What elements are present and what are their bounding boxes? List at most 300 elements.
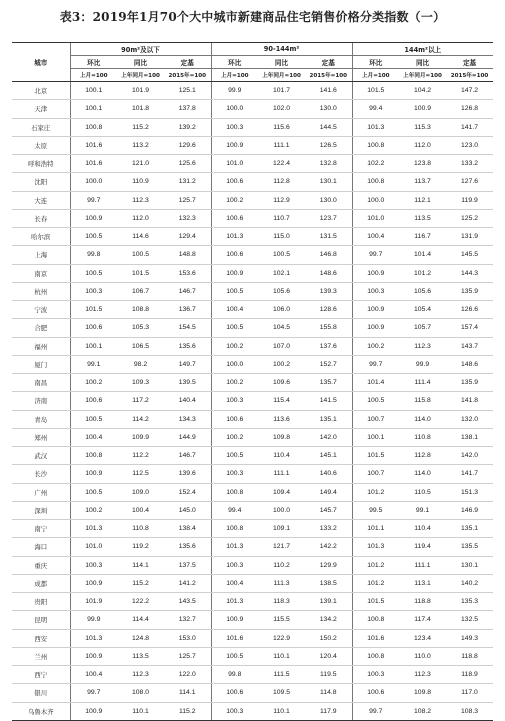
index-value-cell: 100.4 [70, 428, 117, 446]
index-value-cell: 100.9 [352, 264, 399, 282]
city-name-cell: 贵阳 [12, 593, 70, 611]
index-value-cell: 100.3 [352, 282, 399, 300]
index-value-cell: 100.2 [211, 337, 258, 355]
index-value-cell: 100.9 [70, 574, 117, 592]
index-value-cell: 118.9 [446, 666, 493, 684]
index-value-cell: 99.9 [70, 611, 117, 629]
index-value-cell: 100.4 [70, 666, 117, 684]
city-name-cell: 重庆 [12, 556, 70, 574]
table-row [12, 574, 493, 592]
index-value-cell: 152.7 [305, 355, 352, 373]
index-value-cell: 148.8 [164, 246, 211, 264]
index-value-cell: 100.0 [70, 173, 117, 191]
city-name-cell: 西安 [12, 629, 70, 647]
table-row [12, 556, 493, 574]
index-value-cell: 141.7 [446, 465, 493, 483]
index-value-cell: 100.1 [352, 428, 399, 446]
index-value-cell: 138.5 [305, 574, 352, 592]
index-value-cell: 153.6 [164, 264, 211, 282]
index-value-cell: 130.1 [446, 556, 493, 574]
index-value-cell: 100.8 [352, 136, 399, 154]
index-value-cell: 152.4 [164, 483, 211, 501]
index-value-cell: 153.0 [164, 629, 211, 647]
index-value-cell: 109.3 [117, 374, 164, 392]
index-value-cell: 101.2 [352, 483, 399, 501]
index-value-cell: 100.1 [70, 82, 117, 100]
index-value-cell: 122.4 [258, 155, 305, 173]
index-value-cell: 100.9 [211, 611, 258, 629]
table-row [12, 702, 493, 720]
index-value-cell: 113.5 [117, 647, 164, 665]
base-header-cell: 上年同月=100 [117, 69, 164, 82]
index-value-cell: 101.0 [211, 155, 258, 173]
index-value-cell: 100.4 [211, 574, 258, 592]
index-value-cell: 125.1 [164, 82, 211, 100]
index-value-cell: 128.6 [305, 301, 352, 319]
index-value-cell: 137.8 [164, 100, 211, 118]
index-value-cell: 100.8 [352, 647, 399, 665]
index-value-cell: 110.1 [117, 702, 164, 720]
index-value-cell: 121.0 [117, 155, 164, 173]
index-value-cell: 133.2 [446, 155, 493, 173]
table-row [12, 520, 493, 538]
city-name-cell: 长春 [12, 209, 70, 227]
index-value-cell: 100.6 [211, 173, 258, 191]
index-value-cell: 113.7 [399, 173, 446, 191]
index-value-cell: 101.3 [352, 538, 399, 556]
index-value-cell: 100.5 [70, 228, 117, 246]
city-name-cell: 厦门 [12, 355, 70, 373]
table-row [12, 647, 493, 665]
index-value-cell: 135.9 [446, 282, 493, 300]
city-column-header: 城市 [12, 43, 70, 82]
index-value-cell: 114.6 [117, 228, 164, 246]
index-value-cell: 100.2 [211, 374, 258, 392]
index-value-cell: 101.3 [70, 629, 117, 647]
index-value-cell: 141.5 [305, 392, 352, 410]
index-value-cell: 110.8 [399, 428, 446, 446]
index-value-cell: 117.0 [446, 684, 493, 702]
index-value-cell: 115.5 [258, 611, 305, 629]
index-value-cell: 132.7 [164, 611, 211, 629]
index-value-cell: 100.7 [352, 410, 399, 428]
index-value-cell: 99.7 [70, 684, 117, 702]
index-value-cell: 111.1 [399, 556, 446, 574]
index-value-cell: 114.0 [399, 465, 446, 483]
index-value-cell: 133.2 [305, 520, 352, 538]
index-value-cell: 101.2 [399, 264, 446, 282]
table-row [12, 136, 493, 154]
index-value-cell: 100.2 [70, 501, 117, 519]
index-value-cell: 99.5 [352, 501, 399, 519]
index-value-cell: 99.4 [211, 501, 258, 519]
index-value-cell: 108.3 [446, 702, 493, 720]
index-value-cell: 130.1 [305, 173, 352, 191]
table-row [12, 666, 493, 684]
index-value-cell: 117.2 [117, 392, 164, 410]
index-value-cell: 115.8 [399, 392, 446, 410]
index-value-cell: 105.6 [258, 282, 305, 300]
base-header-cell: 上月=100 [211, 69, 258, 82]
index-value-cell: 132.5 [446, 611, 493, 629]
index-value-cell: 123.8 [399, 155, 446, 173]
index-value-cell: 101.0 [70, 538, 117, 556]
index-value-cell: 111.5 [258, 666, 305, 684]
index-value-cell: 122.9 [258, 629, 305, 647]
index-value-cell: 114.4 [117, 611, 164, 629]
index-value-cell: 121.7 [258, 538, 305, 556]
index-value-cell: 140.2 [446, 574, 493, 592]
index-value-cell: 100.9 [70, 465, 117, 483]
index-value-cell: 106.5 [117, 337, 164, 355]
index-value-cell: 129.6 [164, 136, 211, 154]
index-value-cell: 114.0 [399, 410, 446, 428]
city-name-cell: 上海 [12, 246, 70, 264]
base-header-cell: 上年同月=100 [399, 69, 446, 82]
index-value-cell: 99.7 [70, 191, 117, 209]
index-value-cell: 101.5 [352, 593, 399, 611]
group-header-medium: 90-144m² [211, 43, 352, 56]
index-value-cell: 112.8 [399, 447, 446, 465]
index-value-cell: 122.0 [164, 666, 211, 684]
index-value-cell: 148.6 [305, 264, 352, 282]
index-value-cell: 117.9 [305, 702, 352, 720]
index-value-cell: 132.0 [446, 410, 493, 428]
index-value-cell: 115.4 [258, 392, 305, 410]
base-header-cell: 上月=100 [70, 69, 117, 82]
index-value-cell: 157.4 [446, 319, 493, 337]
index-value-cell: 109.0 [117, 483, 164, 501]
index-value-cell: 134.3 [164, 410, 211, 428]
index-value-cell: 100.3 [211, 392, 258, 410]
index-value-cell: 101.6 [70, 136, 117, 154]
index-value-cell: 139.1 [305, 593, 352, 611]
table-row [12, 684, 493, 702]
table-row [12, 611, 493, 629]
index-value-cell: 99.1 [399, 501, 446, 519]
index-value-cell: 104.5 [258, 319, 305, 337]
index-value-cell: 110.9 [117, 173, 164, 191]
index-value-cell: 100.4 [117, 501, 164, 519]
index-value-cell: 112.9 [258, 191, 305, 209]
index-value-cell: 155.8 [305, 319, 352, 337]
group-header-large: 144m²以上 [352, 43, 493, 56]
index-value-cell: 100.6 [70, 392, 117, 410]
city-name-cell: 哈尔滨 [12, 228, 70, 246]
index-value-cell: 102.1 [258, 264, 305, 282]
city-name-cell: 昆明 [12, 611, 70, 629]
index-value-cell: 139.2 [164, 118, 211, 136]
index-value-cell: 100.6 [70, 319, 117, 337]
index-value-cell: 149.7 [164, 355, 211, 373]
index-value-cell: 100.2 [70, 374, 117, 392]
index-value-cell: 119.5 [305, 666, 352, 684]
index-value-cell: 101.6 [70, 155, 117, 173]
index-value-cell: 101.0 [352, 209, 399, 227]
sub-header-cell: 定基 [164, 56, 211, 69]
index-value-cell: 131.2 [164, 173, 211, 191]
sub-header-cell: 定基 [305, 56, 352, 69]
index-value-cell: 137.5 [164, 556, 211, 574]
index-value-cell: 100.3 [211, 465, 258, 483]
index-value-cell: 111.3 [258, 574, 305, 592]
index-value-cell: 112.0 [117, 209, 164, 227]
index-value-cell: 112.3 [399, 337, 446, 355]
base-header-cell: 上月=100 [352, 69, 399, 82]
index-value-cell: 99.7 [352, 246, 399, 264]
index-value-cell: 154.5 [164, 319, 211, 337]
table-row [12, 410, 493, 428]
index-value-cell: 110.8 [117, 520, 164, 538]
table-row [12, 447, 493, 465]
index-value-cell: 99.4 [352, 100, 399, 118]
index-value-cell: 100.8 [211, 520, 258, 538]
index-value-cell: 100.8 [70, 447, 117, 465]
city-name-cell: 天津 [12, 100, 70, 118]
base-header-cell: 上年同月=100 [258, 69, 305, 82]
index-value-cell: 100.9 [211, 136, 258, 154]
index-value-cell: 137.6 [305, 337, 352, 355]
table-row [12, 392, 493, 410]
index-value-cell: 101.4 [399, 246, 446, 264]
index-value-cell: 111.1 [258, 136, 305, 154]
index-value-cell: 101.3 [211, 228, 258, 246]
index-value-cell: 118.8 [446, 647, 493, 665]
index-value-cell: 141.7 [446, 118, 493, 136]
city-name-cell: 海口 [12, 538, 70, 556]
index-value-cell: 112.3 [399, 666, 446, 684]
index-value-cell: 120.4 [305, 647, 352, 665]
index-value-cell: 129.4 [164, 228, 211, 246]
index-value-cell: 110.0 [399, 647, 446, 665]
index-value-cell: 135.6 [164, 337, 211, 355]
index-value-cell: 146.8 [305, 246, 352, 264]
city-name-cell: 呼和浩特 [12, 155, 70, 173]
index-value-cell: 100.2 [258, 355, 305, 373]
table-row [12, 538, 493, 556]
city-name-cell: 北京 [12, 82, 70, 100]
index-value-cell: 101.3 [352, 118, 399, 136]
index-value-cell: 100.8 [352, 173, 399, 191]
index-value-cell: 101.2 [352, 556, 399, 574]
index-value-cell: 101.6 [352, 629, 399, 647]
index-value-cell: 99.8 [211, 666, 258, 684]
index-value-cell: 123.7 [305, 209, 352, 227]
index-value-cell: 99.1 [70, 355, 117, 373]
index-value-cell: 101.8 [117, 100, 164, 118]
index-value-cell: 145.5 [446, 246, 493, 264]
index-value-cell: 118.3 [258, 593, 305, 611]
sub-header-cell: 定基 [446, 56, 493, 69]
index-value-cell: 109.8 [258, 428, 305, 446]
index-value-cell: 135.3 [446, 593, 493, 611]
index-value-cell: 100.9 [352, 301, 399, 319]
index-value-cell: 131.5 [305, 228, 352, 246]
index-value-cell: 99.7 [352, 355, 399, 373]
index-value-cell: 149.4 [305, 483, 352, 501]
city-name-cell: 沈阳 [12, 173, 70, 191]
index-value-cell: 135.1 [446, 520, 493, 538]
index-value-cell: 108.8 [117, 301, 164, 319]
index-value-cell: 145.1 [305, 447, 352, 465]
table-row [12, 483, 493, 501]
index-value-cell: 143.7 [446, 337, 493, 355]
index-value-cell: 116.7 [399, 228, 446, 246]
city-name-cell: 宁波 [12, 301, 70, 319]
sub-header-cell: 环比 [70, 56, 117, 69]
table-row [12, 100, 493, 118]
index-value-cell: 125.7 [164, 191, 211, 209]
index-value-cell: 131.9 [446, 228, 493, 246]
index-value-cell: 141.2 [164, 574, 211, 592]
index-value-cell: 112.1 [399, 191, 446, 209]
index-value-cell: 115.2 [117, 574, 164, 592]
index-value-cell: 106.7 [117, 282, 164, 300]
price-index-table-container [12, 42, 493, 721]
index-value-cell: 100.6 [211, 684, 258, 702]
index-value-cell: 100.6 [211, 209, 258, 227]
group-header-small: 90m²及以下 [70, 43, 211, 56]
index-value-cell: 100.2 [352, 337, 399, 355]
city-name-cell: 郑州 [12, 428, 70, 446]
index-value-cell: 148.6 [446, 355, 493, 373]
index-value-cell: 115.2 [164, 702, 211, 720]
index-value-cell: 109.9 [117, 428, 164, 446]
index-value-cell: 112.5 [117, 465, 164, 483]
table-body [12, 82, 493, 721]
city-name-cell: 武汉 [12, 447, 70, 465]
city-name-cell: 兰州 [12, 647, 70, 665]
table-row [12, 82, 493, 100]
table-row [12, 355, 493, 373]
index-value-cell: 108.0 [117, 684, 164, 702]
index-value-cell: 101.9 [70, 593, 117, 611]
page-title: 表3：2019年1月70个大中城市新建商品住宅销售价格分类指数（一） [59, 10, 446, 24]
index-value-cell: 100.5 [211, 447, 258, 465]
index-value-cell: 100.9 [70, 209, 117, 227]
index-value-cell: 100.8 [70, 118, 117, 136]
index-value-cell: 113.5 [399, 209, 446, 227]
table-row [12, 118, 493, 136]
index-value-cell: 144.3 [446, 264, 493, 282]
city-name-cell: 成都 [12, 574, 70, 592]
table-row [12, 501, 493, 519]
index-value-cell: 124.8 [117, 629, 164, 647]
table-row [12, 337, 493, 355]
index-value-cell: 100.3 [70, 282, 117, 300]
index-value-cell: 114.1 [117, 556, 164, 574]
index-value-cell: 113.6 [258, 410, 305, 428]
index-value-cell: 135.1 [305, 410, 352, 428]
index-value-cell: 100.4 [211, 301, 258, 319]
index-value-cell: 113.2 [117, 136, 164, 154]
index-value-cell: 132.3 [164, 209, 211, 227]
index-value-cell: 134.2 [305, 611, 352, 629]
index-value-cell: 100.4 [352, 228, 399, 246]
index-value-cell: 149.3 [446, 629, 493, 647]
index-value-cell: 100.0 [352, 191, 399, 209]
index-value-cell: 109.4 [258, 483, 305, 501]
index-value-cell: 100.0 [211, 100, 258, 118]
index-value-cell: 100.5 [117, 246, 164, 264]
index-value-cell: 132.8 [305, 155, 352, 173]
index-value-cell: 139.5 [164, 374, 211, 392]
index-value-cell: 99.9 [399, 355, 446, 373]
index-value-cell: 110.2 [258, 556, 305, 574]
index-value-cell: 112.8 [258, 173, 305, 191]
index-value-cell: 114.1 [164, 684, 211, 702]
index-value-cell: 136.7 [164, 301, 211, 319]
index-value-cell: 100.6 [211, 246, 258, 264]
table-row [12, 319, 493, 337]
index-value-cell: 101.7 [258, 82, 305, 100]
index-value-cell: 100.3 [211, 118, 258, 136]
index-value-cell: 100.5 [258, 246, 305, 264]
index-value-cell: 101.5 [352, 447, 399, 465]
index-value-cell: 100.5 [70, 410, 117, 428]
index-value-cell: 114.8 [305, 684, 352, 702]
index-value-cell: 100.3 [211, 702, 258, 720]
index-value-cell: 147.2 [446, 82, 493, 100]
index-value-cell: 123.0 [446, 136, 493, 154]
index-value-cell: 142.0 [305, 428, 352, 446]
index-value-cell: 101.5 [117, 264, 164, 282]
index-value-cell: 99.8 [70, 246, 117, 264]
table-row [12, 209, 493, 227]
index-value-cell: 111.4 [399, 374, 446, 392]
index-value-cell: 100.6 [352, 684, 399, 702]
base-header-row [12, 69, 493, 82]
sub-header-cell: 同比 [258, 56, 305, 69]
index-value-cell: 100.3 [352, 666, 399, 684]
table-row [12, 629, 493, 647]
index-value-cell: 101.3 [211, 538, 258, 556]
index-value-cell: 100.5 [70, 483, 117, 501]
index-value-cell: 100.9 [352, 319, 399, 337]
city-name-cell: 大连 [12, 191, 70, 209]
index-value-cell: 105.7 [399, 319, 446, 337]
index-value-cell: 119.2 [117, 538, 164, 556]
index-value-cell: 139.3 [305, 282, 352, 300]
index-value-cell: 112.0 [399, 136, 446, 154]
index-value-cell: 130.0 [305, 191, 352, 209]
table-row [12, 374, 493, 392]
index-value-cell: 115.6 [258, 118, 305, 136]
sub-header-row [12, 56, 493, 69]
index-value-cell: 138.4 [164, 520, 211, 538]
index-value-cell: 101.4 [352, 374, 399, 392]
sub-header-cell: 同比 [117, 56, 164, 69]
table-row [12, 246, 493, 264]
index-value-cell: 100.0 [258, 501, 305, 519]
table-row [12, 465, 493, 483]
table-row [12, 191, 493, 209]
index-value-cell: 100.3 [70, 556, 117, 574]
index-value-cell: 125.2 [446, 209, 493, 227]
city-name-cell: 石家庄 [12, 118, 70, 136]
index-value-cell: 118.8 [399, 593, 446, 611]
index-value-cell: 100.5 [70, 264, 117, 282]
index-value-cell: 123.4 [399, 629, 446, 647]
index-value-cell: 100.5 [211, 282, 258, 300]
index-value-cell: 100.6 [211, 410, 258, 428]
index-value-cell: 127.6 [446, 173, 493, 191]
index-value-cell: 108.2 [399, 702, 446, 720]
index-value-cell: 146.7 [164, 282, 211, 300]
index-value-cell: 110.4 [399, 520, 446, 538]
index-value-cell: 100.9 [70, 647, 117, 665]
index-value-cell: 100.1 [70, 337, 117, 355]
